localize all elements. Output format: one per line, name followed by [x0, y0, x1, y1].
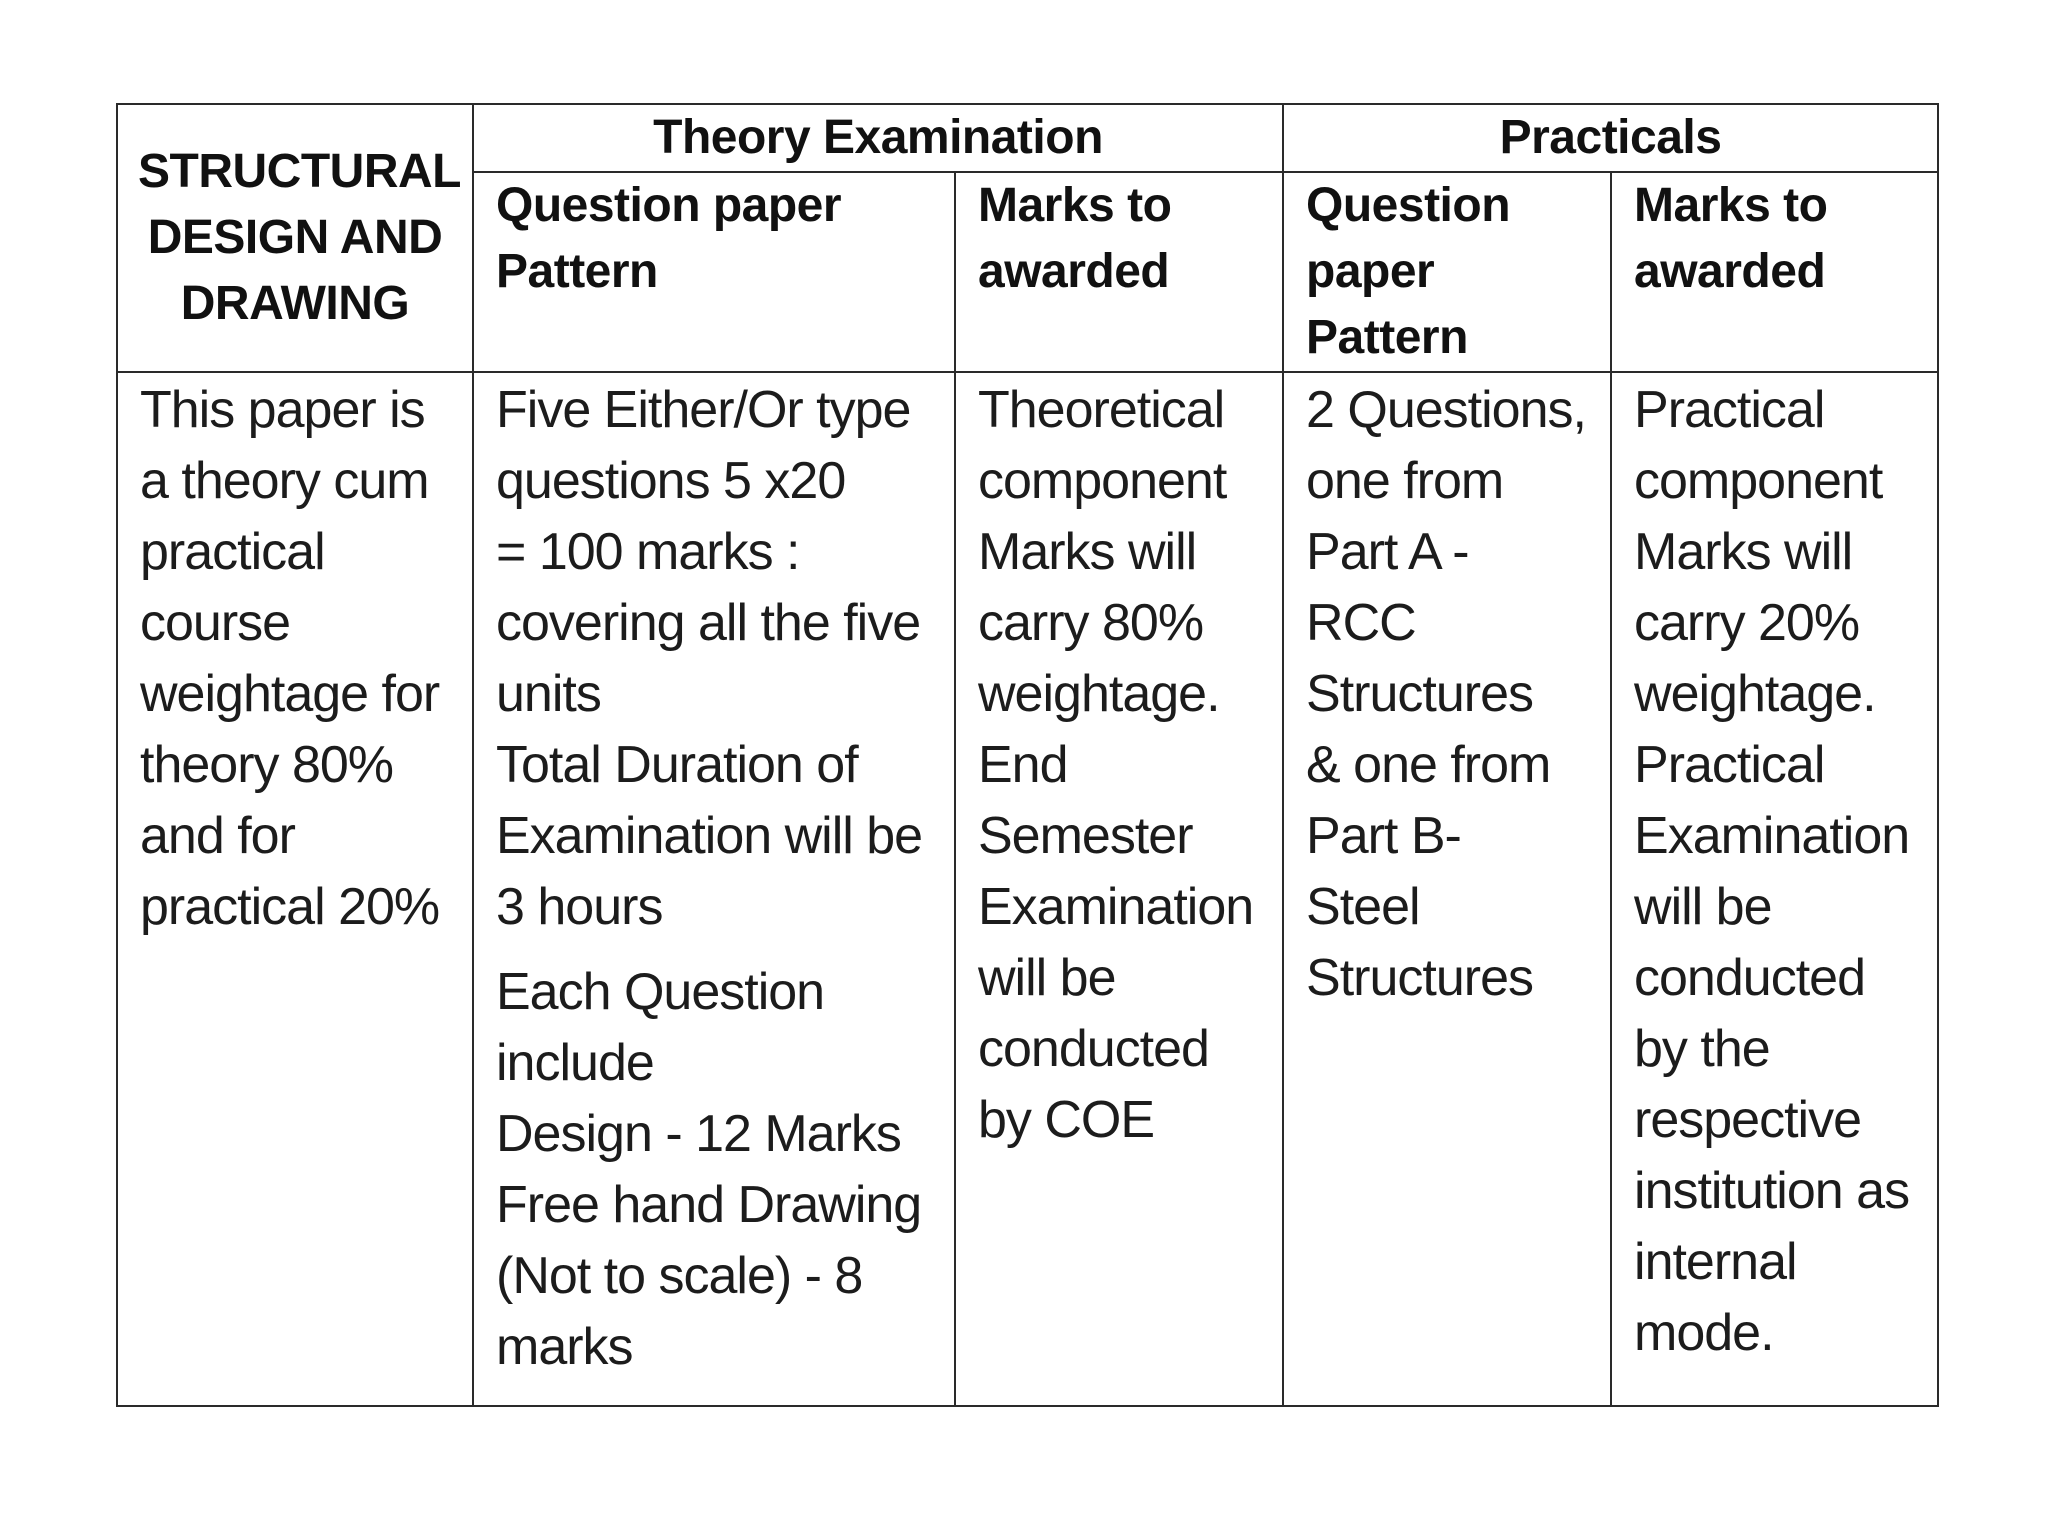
theory-pattern-cell	[473, 372, 955, 1406]
theory-question-breakdown: Each Question include Design - 12 Marks Free hand Drawing (Not to scale) - 8 marks	[496, 963, 922, 1376]
exam-scheme-table	[116, 103, 1939, 1407]
practical-marks-header	[1611, 172, 1938, 372]
practicals-header: Practicals	[1283, 104, 1938, 172]
paragraph-gap	[496, 943, 946, 957]
course-description-cell	[117, 372, 473, 1406]
practical-pattern-text: 2 Questions, one from Part A - RCC Structures & one from Part B- Steel Structures	[1306, 381, 1586, 1007]
theory-marks-text: Theoretical component Marks will carry 80% weightage. End Semester Examination will be conducted by COE	[978, 381, 1254, 1149]
theory-marks-label: Marks to awarded	[978, 179, 1172, 298]
course-description: This paper is a theory cum practical course weightage for theory 80% and for practical 20%	[140, 381, 440, 936]
theory-question-pattern-header	[473, 172, 955, 372]
practical-question-pattern-label: Question paper Pattern	[1306, 179, 1511, 364]
course-title: STRUCTURAL DESIGN AND DRAWING	[138, 145, 461, 330]
theory-marks-cell	[955, 372, 1283, 1406]
course-title-cell	[117, 104, 473, 372]
theory-marks-header	[955, 172, 1283, 372]
practical-marks-cell	[1611, 372, 1938, 1406]
practical-question-pattern-header	[1283, 172, 1611, 372]
practical-marks-text: Practical component Marks will carry 20% weightage. Practical Examination will be conducted by the respective institution as internal mode.	[1634, 381, 1910, 1362]
theory-examination-header: Theory Examination	[473, 104, 1283, 172]
practical-pattern-cell	[1283, 372, 1611, 1406]
theory-question-pattern-label: Question paper Pattern	[496, 179, 842, 298]
theory-pattern-text: Five Either/Or type questions 5 x20 = 100 marks : covering all the five units Total Duration of Examination will be 3 hours	[496, 381, 923, 936]
practical-marks-label: Marks to awarded	[1634, 179, 1828, 298]
